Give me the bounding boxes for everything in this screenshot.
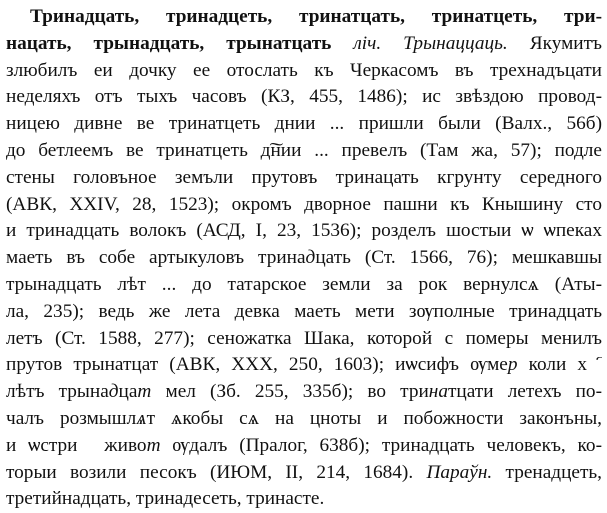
text-line	[6, 245, 602, 272]
italic-segment: Параўн.	[426, 461, 493, 483]
text-line	[6, 406, 602, 433]
text-line	[6, 299, 602, 326]
text-segment: т ѧкобы сѧ на цноты и побожности законъны,	[146, 407, 602, 429]
italic-segment: д	[305, 247, 316, 269]
text-line	[6, 138, 602, 165]
text-line	[6, 31, 602, 58]
text-segment	[331, 33, 353, 54]
text-segment: ца	[118, 381, 138, 403]
text-line	[6, 352, 602, 379]
text-line	[6, 433, 602, 460]
text-segment: неделяхъ отъ тыхъ часовъ (КЗ, 455, 1486); ис звѣздою провод-	[6, 86, 602, 108]
text-line	[6, 192, 602, 219]
text-segment: цать (Ст. 1566, 76); мешкавшы	[315, 247, 602, 269]
text-segment: трынадцать лѣт ... до татарское земли за рок вернулсѧ (Аты-	[6, 273, 602, 295]
text-segment: лѣтъ трына	[6, 381, 109, 403]
text-segment: ѹдалъ (Пралог, 638б); тринадцать человекъ, ко-	[160, 434, 602, 456]
text-segment: чалъ розмышл	[6, 407, 137, 429]
text-segment: стены головъное земъли прутовъ тринацать кгрунту середного	[6, 166, 602, 188]
text-segment: ницею дивне ве тринатцеть днии ... пришли были (Валх., 56б)	[6, 113, 602, 135]
italic-segment: на	[428, 381, 448, 403]
text-segment: третийнадцать, тринадесеть, тринасте.	[6, 488, 325, 510]
text-segment: злюбилъ еи дочку ее отослать къ Черкасомъ въ трехнадъцати	[6, 59, 602, 81]
text-segment: (АВК, XXIV, 28, 1523); окромъ дворное пашни къ Кнышину сто	[6, 193, 602, 215]
text-line	[6, 111, 602, 138]
text-segment: тцати летехъ по-	[448, 381, 602, 403]
text-segment: до бетлеемъ ве тринатцеть д͠нии ... превелъ (Там жа, 57); подле	[6, 139, 602, 161]
text-line	[6, 272, 602, 299]
dictionary-entry	[6, 4, 602, 513]
text-segment: и ѡстриⷭ живо	[6, 434, 147, 456]
text-segment: маеть въ собе артыкуловъ трина	[6, 247, 306, 269]
text-line	[6, 165, 602, 192]
italic-segment: ліч. Трынаццаць.	[353, 32, 508, 54]
text-segment: и тринадцать волокъ (АСД, I, 23, 1536); розделъ шостыи ѡ ѡпеках	[6, 220, 602, 242]
headword: нацать, трынадцать, трынатцать	[6, 32, 332, 54]
text-line	[6, 326, 602, 353]
text-line	[6, 84, 602, 111]
italic-segment: ѧ	[136, 407, 147, 429]
text-segment: тренадцеть,	[492, 461, 602, 483]
italic-segment: р	[507, 354, 518, 376]
text-line	[6, 460, 602, 487]
italic-segment: т	[146, 434, 161, 456]
text-line	[6, 486, 602, 513]
text-segment: торыи возили песокъ (ИЮМ, II, 214, 1684).	[6, 461, 427, 483]
text-line	[6, 58, 602, 85]
text-line	[6, 218, 602, 245]
text-segment: мел (Зб. 255, 335б); во три	[151, 381, 429, 403]
text-segment: коли хⷭ҇	[517, 354, 602, 376]
text-segment: прутов трынатцат (АВК, XXX, 250, 1603); иѡсифъ ѹме	[6, 354, 508, 376]
text-segment: Якумитъ	[507, 32, 602, 54]
text-segment: летъ (Ст. 1588, 277); сеножатка Шака, которой с померы менилъ	[6, 327, 602, 349]
italic-segment: д	[108, 381, 119, 403]
text-line	[6, 379, 602, 406]
text-line	[6, 4, 602, 31]
text-segment: ла, 235); ведь же лета девка маеть мети зѹполные тринадцать	[6, 300, 602, 322]
italic-segment: т	[137, 381, 152, 403]
headword: Тринадцать, тринадцеть, тринатцать, тринатцеть, три-	[30, 6, 602, 27]
